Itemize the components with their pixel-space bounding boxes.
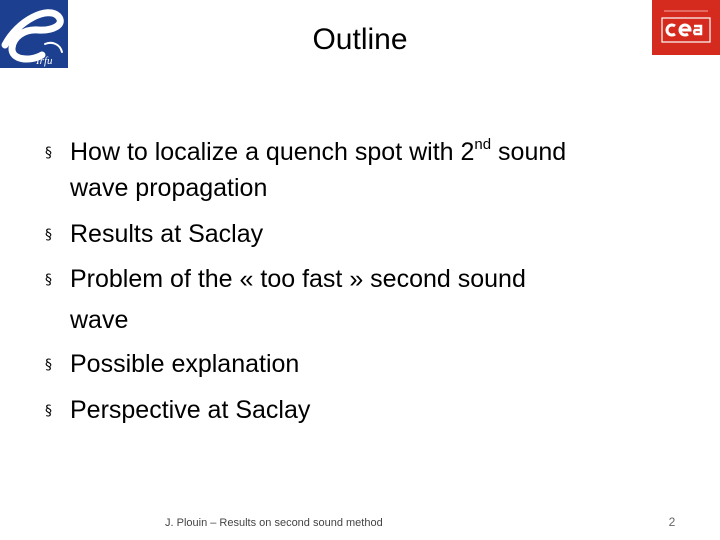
bullet-marker: § bbox=[45, 227, 52, 243]
bullet-1-text: How to localize a quench spot with 2 bbox=[70, 138, 475, 166]
slide-title: Outline bbox=[312, 23, 408, 56]
bullet-3-continuation: wave bbox=[70, 306, 129, 334]
bullet-3-text: Problem of the « too fast » second sound bbox=[70, 265, 526, 293]
bullet-5-text: Perspective at Saclay bbox=[70, 396, 311, 424]
bullet-marker: § bbox=[45, 272, 52, 288]
bullet-marker: § bbox=[45, 403, 52, 419]
bullet-marker: § bbox=[45, 357, 52, 373]
bullet-2-text: Results at Saclay bbox=[70, 220, 264, 248]
footer-text: J. Plouin – Results on second sound method bbox=[165, 517, 383, 529]
bullet-1-text-end: sound bbox=[491, 138, 567, 166]
bullet-4-text: Possible explanation bbox=[70, 350, 300, 378]
bullet-marker: § bbox=[45, 145, 52, 161]
page-number: 2 bbox=[668, 515, 676, 529]
bullet-1-line-1 bbox=[70, 136, 566, 168]
bullet-1-superscript: nd bbox=[474, 135, 492, 153]
bullet-1-continuation: wave propagation bbox=[70, 174, 268, 202]
svg-text:Irfu: Irfu bbox=[36, 55, 53, 67]
